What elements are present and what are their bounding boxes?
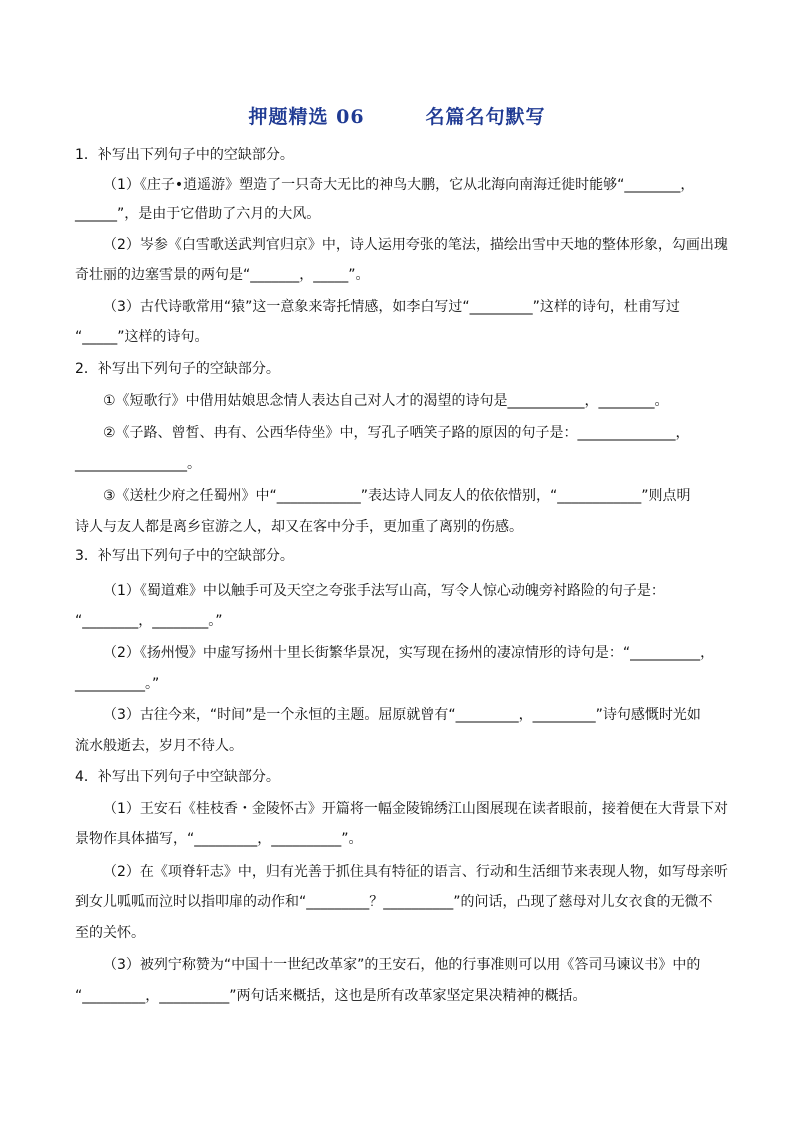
q4-item-1-line-1: （1）王安石《桂枝香・金陵怀古》开篇将一幅金陵锦绣江山图展现在读者眼前，接着便在大背景下对 <box>103 801 728 817</box>
question-2-heading: 2．补写出下列句子的空缺部分。 <box>75 361 280 377</box>
question-3-heading: 3．补写出下列句子中的空缺部分。 <box>75 548 294 564</box>
q2-item-2-line-2: ________________。 <box>75 456 201 472</box>
question-4-heading: 4．补写出下列句子中空缺部分。 <box>75 769 280 785</box>
q2-item-3-line-2: 诗人与友人都是离乡宦游之人，却又在客中分手，更加重了离别的伤感。 <box>75 519 523 535</box>
q3-item-2-line-1: （2）《扬州慢》中虚写扬州十里长街繁华景况，实写现在扬州的凄凉情形的诗句是：“__________， <box>103 645 715 661</box>
q1-item-3-line-2: “_____”这样的诗句。 <box>75 329 209 345</box>
question-1-heading: 1．补写出下列句子中的空缺部分。 <box>75 147 294 163</box>
q3-item-3-line-2: 流水般逝去，岁月不待人。 <box>75 738 243 754</box>
q1-item-3-line-1: （3）古代诗歌常用“猿”这一意象来寄托情感，如李白写过“_________”这样的诗句，杜甫写过 <box>103 299 680 315</box>
q3-item-1-line-1: （1）《蜀道难》中以触手可及天空之夸张手法写山高，写令人惊心动魄旁衬路险的句子是： <box>103 583 665 599</box>
q3-item-1-line-2: “________，________。” <box>75 613 223 629</box>
q4-item-3-line-2: “_________，__________”两句话来概括，这也是所有改革家坚定果决精神的概括。 <box>75 988 587 1004</box>
q2-item-3-line-1: ③《送杜少府之任蜀州》中“____________”表达诗人同友人的依依惜别，“____________”则点明 <box>103 488 691 504</box>
q3-item-2-line-2: __________。” <box>75 676 160 692</box>
q4-item-2-line-3: 至的关怀。 <box>75 925 145 941</box>
q1-item-2-line-1: （2）岑参《白雪歌送武判官归京》中，诗人运用夸张的笔法，描绘出雪中天地的整体形象，勾画出瑰 <box>103 237 728 253</box>
q1-item-2-line-2: 奇壮丽的边塞雪景的两句是“_______，_____”。 <box>75 267 370 283</box>
q3-item-3-line-1: （3）古往今来，“时间”是一个永恒的主题。屈原就曾有“_________，_________”诗句感慨时光如 <box>103 707 701 723</box>
q4-item-2-line-2: 到女儿呱呱而泣时以指叩扉的动作和“_________？__________”的问话，凸现了慈母对儿女衣食的无微不 <box>75 894 713 910</box>
q2-item-2-line-1: ②《子路、曾皙、冉有、公西华侍坐》中，写孔子哂笑子路的原因的句子是：______________， <box>103 425 690 441</box>
q1-item-1-line-2: ______”，是由于它借助了六月的大风。 <box>75 206 321 222</box>
q4-item-3-line-1: （3）被列宁称赞为“中国十一世纪改革家”的王安石，他的行事准则可以用《答司马谏议书》中的 <box>103 957 701 973</box>
q1-item-1-line-1: （1）《庄子•逍遥游》塑造了一只奇大无比的神鸟大鹏，它从北海向南海迁徙时能够“________， <box>103 177 695 193</box>
q4-item-2-line-1: （2）在《项脊轩志》中，归有光善于抓住具有特征的语言、行动和生活细节来表现人物，如写母亲听 <box>103 864 728 880</box>
page-title: 押题精选 06 名篇名句默写 <box>248 106 546 128</box>
q2-item-1-line-1: ①《短歌行》中借用姑娘思念情人表达自己对人才的渴望的诗句是___________，________。 <box>103 393 669 409</box>
q4-item-1-line-2: 景物作具体描写，“_________，__________”。 <box>75 831 363 847</box>
